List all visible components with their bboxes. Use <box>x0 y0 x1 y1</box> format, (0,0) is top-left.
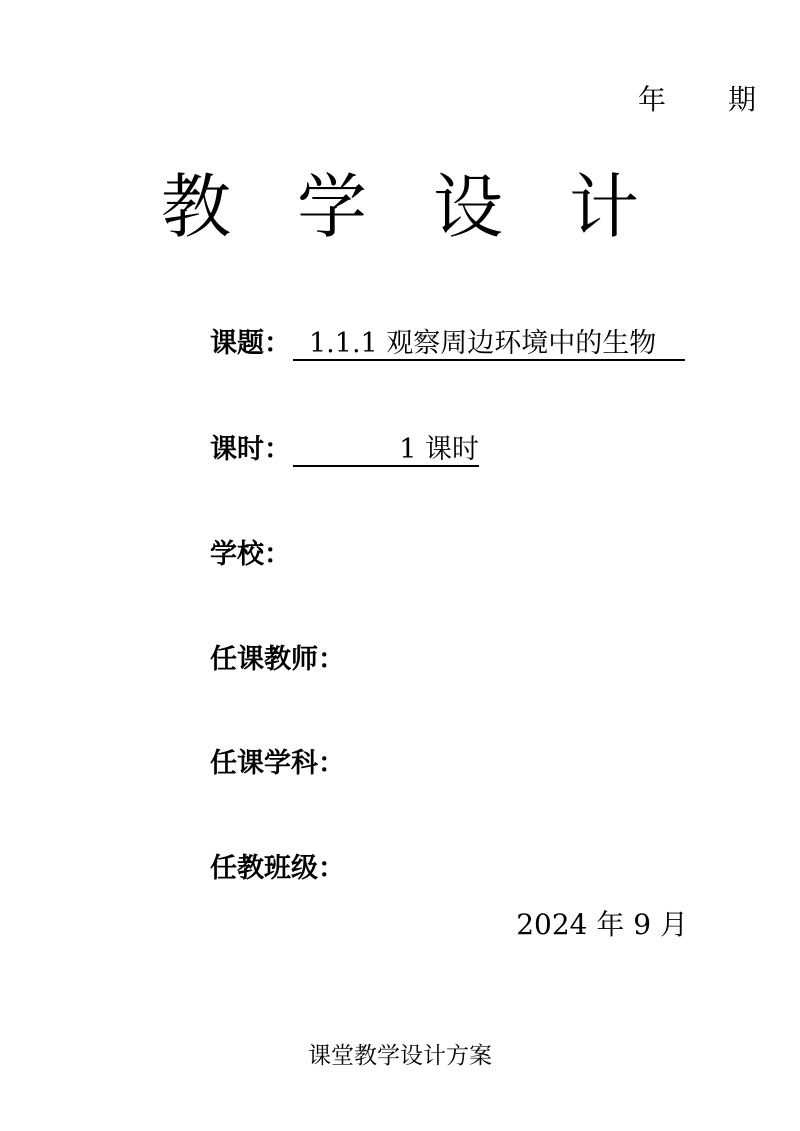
school-field <box>210 541 291 568</box>
hours-value: 1 课时 <box>293 436 479 467</box>
footer-text: 课堂教学设计方案 <box>308 1043 492 1069</box>
subject-label: 任课学科： <box>210 748 345 779</box>
subject-field <box>210 750 345 777</box>
date-text: 2024 年 9 月 <box>516 908 688 941</box>
title-char-1: 教 <box>161 166 231 248</box>
period-text: 期 <box>727 83 756 116</box>
teacher-field <box>210 646 345 673</box>
topic-label: 课题： <box>210 328 291 359</box>
title-char-2: 学 <box>297 166 367 248</box>
class-field <box>210 855 345 882</box>
topic-value: 1.1.1 观察周边环境中的生物 <box>293 330 685 361</box>
topic-field <box>210 330 685 361</box>
school-label: 学校： <box>210 539 291 570</box>
title-char-3: 设 <box>433 166 503 248</box>
hours-label: 课时： <box>210 434 291 465</box>
year-period-header <box>638 78 756 118</box>
title-char-4: 计 <box>569 166 639 248</box>
page-title <box>0 166 800 248</box>
year-text: 年 <box>637 83 666 116</box>
hours-field <box>210 436 479 467</box>
teacher-label: 任课教师： <box>210 644 345 675</box>
class-label: 任教班级： <box>210 853 345 884</box>
